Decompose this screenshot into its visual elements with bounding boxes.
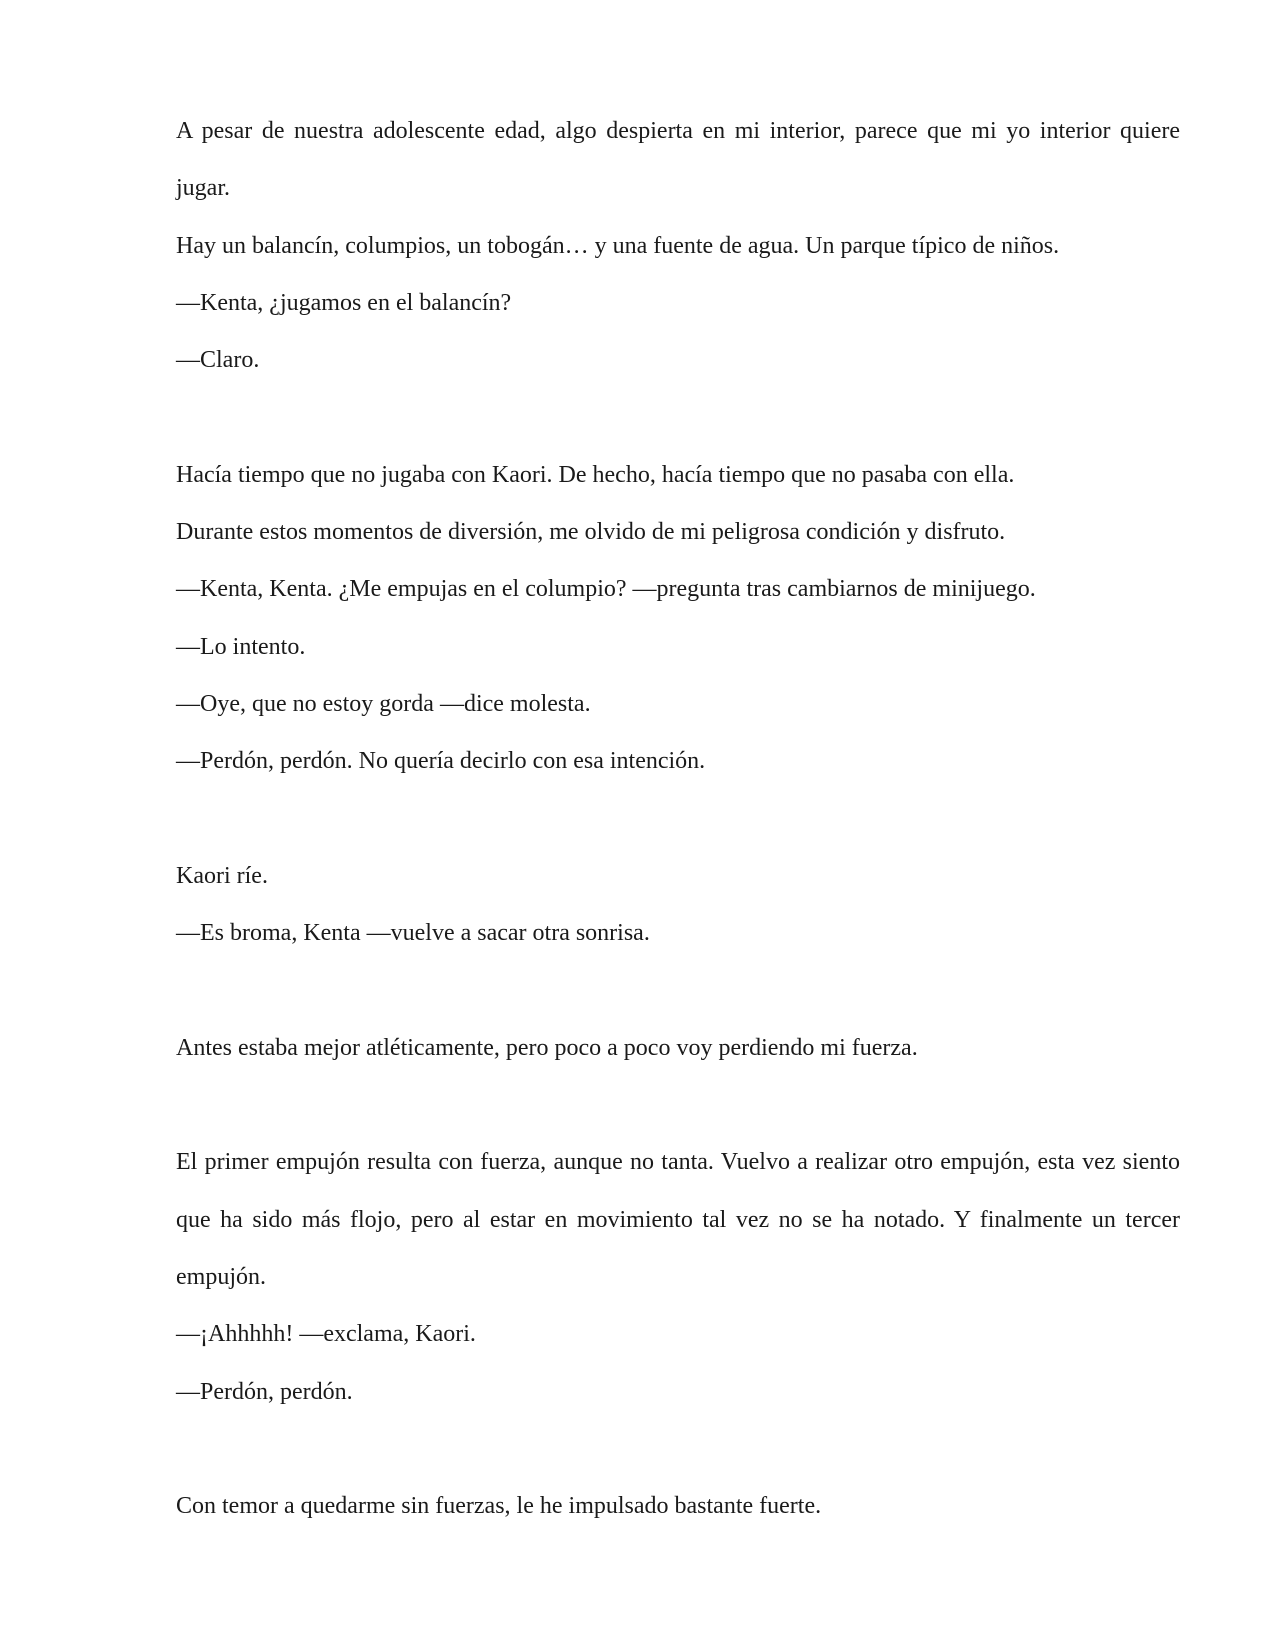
paragraph: Hacía tiempo que no jugaba con Kaori. De hecho, hacía tiempo que no pasaba con ella. bbox=[176, 461, 1015, 488]
paragraph: Con temor a quedarme sin fuerzas, le he impulsado bastante fuerte. bbox=[176, 1493, 822, 1520]
paragraph: Antes estaba mejor atléticamente, pero poco a poco voy perdiendo mi fuerza. bbox=[176, 1034, 918, 1061]
paragraph: —Lo intento. bbox=[176, 633, 306, 660]
paragraph: —Perdón, perdón. bbox=[176, 1378, 353, 1405]
paragraph: —Es broma, Kenta —vuelve a sacar otra sonrisa. bbox=[176, 920, 650, 947]
document-body bbox=[176, 103, 1180, 1535]
blank-line bbox=[176, 1421, 1180, 1478]
paragraph: El primer empujón resulta con fuerza, aunque no tanta. Vuelvo a realizar otro empujón, esta vez siento que ha sido más flojo, pero al estar en movimiento tal vez no se ha notado. Y finalmente un tercer empujón. bbox=[176, 1149, 1180, 1290]
blank-line bbox=[176, 389, 1180, 446]
paragraph: —Kenta, ¿jugamos en el balancín? bbox=[176, 289, 512, 316]
paragraph: —Perdón, perdón. No quería decirlo con esa intención. bbox=[176, 748, 706, 775]
paragraph: Kaori ríe. bbox=[176, 862, 268, 889]
paragraph: —Claro. bbox=[176, 347, 260, 374]
paragraph: Hay un balancín, columpios, un tobogán… y una fuente de agua. Un parque típico de niños. bbox=[176, 232, 1060, 259]
blank-line bbox=[176, 791, 1180, 848]
paragraph: —Kenta, Kenta. ¿Me empujas en el columpio? —pregunta tras cambiarnos de minijuego. bbox=[176, 576, 1036, 603]
paragraph: —Oye, que no estoy gorda —dice molesta. bbox=[176, 690, 591, 717]
paragraph: A pesar de nuestra adolescente edad, algo despierta en mi interior, parece que mi yo interior quiere jugar. bbox=[176, 118, 1180, 202]
blank-line bbox=[176, 962, 1180, 1019]
paragraph: —¡Ahhhhh! —exclama, Kaori. bbox=[176, 1321, 476, 1348]
paragraph: Durante estos momentos de diversión, me olvido de mi peligrosa condición y disfruto. bbox=[176, 519, 1006, 546]
blank-line bbox=[176, 1077, 1180, 1134]
